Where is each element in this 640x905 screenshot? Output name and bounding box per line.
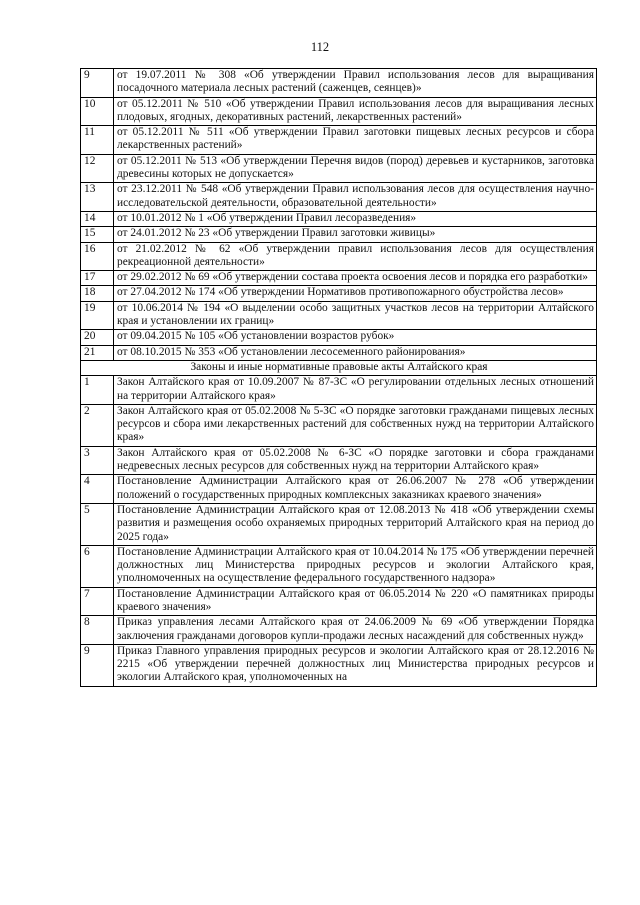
table-row <box>81 587 597 616</box>
table-row <box>81 154 597 183</box>
table-row <box>81 97 597 126</box>
row-text: от 23.12.2011 № 548 «Об утверждении Правил использования лесов для осуществления научно-исследовательской деятельности, образовательной деятельности» <box>114 183 597 212</box>
table-row <box>81 545 597 587</box>
table-row <box>81 286 597 301</box>
row-number: 12 <box>81 154 114 183</box>
table-row <box>81 330 597 345</box>
row-text: от 19.07.2011 № 308 «Об утверждении Правил использования лесов для выращивания посадочного материала лесных растений (саженцев, сеянцев)» <box>114 69 597 98</box>
row-text: от 21.02.2012 № 62 «Об утверждении правил использования лесов для осуществления рекреационной деятельности» <box>114 242 597 271</box>
table-row <box>81 211 597 226</box>
row-number: 14 <box>81 211 114 226</box>
row-text: от 10.01.2012 № 1 «Об утверждении Правил лесоразведения» <box>114 211 597 226</box>
table-row <box>81 644 597 686</box>
table-row <box>81 126 597 155</box>
legal-acts-table <box>80 68 597 687</box>
row-text: Закон Алтайского края от 10.09.2007 № 87-ЗС «О регулировании отдельных лесных отношений на территории Алтайского края» <box>114 376 597 405</box>
row-number: 21 <box>81 345 114 360</box>
row-text: Закон Алтайского края от 05.02.2008 № 5-ЗС «О порядке заготовки гражданами пищевых лесных ресурсов и сбора ими лекарственных растений для собственных нужд на территории Алтайского края» <box>114 404 597 446</box>
row-number: 1 <box>81 376 114 405</box>
row-text: Закон Алтайского края от 05.02.2008 № 6-ЗС «О порядке заготовки и сбора гражданами недревесных лесных ресурсов для собственных нужд на территории Алтайского края» <box>114 446 597 475</box>
row-text: от 05.12.2011 № 510 «Об утверждении Правил использования лесов для выращивания лесных плодовых, ягодных, декоративных растений, лекарственных растений» <box>114 97 597 126</box>
row-number: 10 <box>81 97 114 126</box>
table-row <box>81 227 597 242</box>
row-text: Постановление Администрации Алтайского края от 06.05.2014 № 220 «О памятниках природы краевого значения» <box>114 587 597 616</box>
page-number: 112 <box>310 40 330 54</box>
row-text: Постановление Администрации Алтайского края от 10.04.2014 № 175 «Об утверждении перечней должностных лиц Министерства природных ресурсов и экологии Алтайского края, уполномоченных на осуществление федерального государственного надзора» <box>114 545 597 587</box>
row-text: от 05.12.2011 № 513 «Об утверждении Перечня видов (пород) деревьев и кустарников, заготовка древесины которых не допускается» <box>114 154 597 183</box>
table-row <box>81 345 597 360</box>
row-text: Постановление Администрации Алтайского края от 12.08.2013 № 418 «Об утверждении схемы развития и размещения особо охраняемых природных территорий Алтайского края на период до 2025 года» <box>114 503 597 545</box>
row-number: 9 <box>81 644 114 686</box>
row-text: от 09.04.2015 № 105 «Об установлении возрастов рубок» <box>114 330 597 345</box>
row-text: Постановление Администрации Алтайского края от 26.06.2007 № 278 «Об утверждении положений о государственных природных комплексных заказниках краевого значения» <box>114 475 597 504</box>
row-number: 9 <box>81 69 114 98</box>
table-row <box>81 301 597 330</box>
row-number: 8 <box>81 616 114 645</box>
row-number: 13 <box>81 183 114 212</box>
table-row <box>81 376 597 405</box>
row-number: 6 <box>81 545 114 587</box>
table-row <box>81 271 597 286</box>
table-row <box>81 183 597 212</box>
row-text: от 27.04.2012 № 174 «Об утверждении Нормативов противопожарного обустройства лесов» <box>114 286 597 301</box>
table-row <box>81 446 597 475</box>
row-number: 17 <box>81 271 114 286</box>
table-row <box>81 404 597 446</box>
row-text: Приказ Главного управления природных ресурсов и экологии Алтайского края от 28.12.2016 № 2215 «Об утверждении перечней должностных лиц Министерства природных ресурсов и экологии Алтайского края, уполномоченных на <box>114 644 597 686</box>
row-text: от 29.02.2012 № 69 «Об утверждении состава проекта освоения лесов и порядка его разработки» <box>114 271 597 286</box>
section-header-row <box>81 360 597 375</box>
row-text: от 24.01.2012 № 23 «Об утверждении Правил заготовки живицы» <box>114 227 597 242</box>
row-text: от 10.06.2014 № 194 «О выделении особо защитных участков лесов на территории Алтайского края и установлении их границ» <box>114 301 597 330</box>
row-number: 3 <box>81 446 114 475</box>
table-row <box>81 503 597 545</box>
row-number: 19 <box>81 301 114 330</box>
row-number: 16 <box>81 242 114 271</box>
row-number: 5 <box>81 503 114 545</box>
row-number: 11 <box>81 126 114 155</box>
table-row <box>81 69 597 98</box>
row-text: Приказ управления лесами Алтайского края от 24.06.2009 № 69 «Об утверждении Порядка заключения гражданами договоров купли-продажи лесных насаждений для собственных нужд» <box>114 616 597 645</box>
row-number: 15 <box>81 227 114 242</box>
row-number: 7 <box>81 587 114 616</box>
row-number: 20 <box>81 330 114 345</box>
table-row <box>81 475 597 504</box>
table-row <box>81 616 597 645</box>
row-number: 18 <box>81 286 114 301</box>
row-text: от 08.10.2015 № 353 «Об установлении лесосеменного районирования» <box>114 345 597 360</box>
row-number: 2 <box>81 404 114 446</box>
row-number: 4 <box>81 475 114 504</box>
section-title: Законы и иные нормативные правовые акты Алтайского края <box>81 360 597 375</box>
table-row <box>81 242 597 271</box>
row-text: от 05.12.2011 № 511 «Об утверждении Правил заготовки пищевых лесных ресурсов и сбора лекарственных растений» <box>114 126 597 155</box>
